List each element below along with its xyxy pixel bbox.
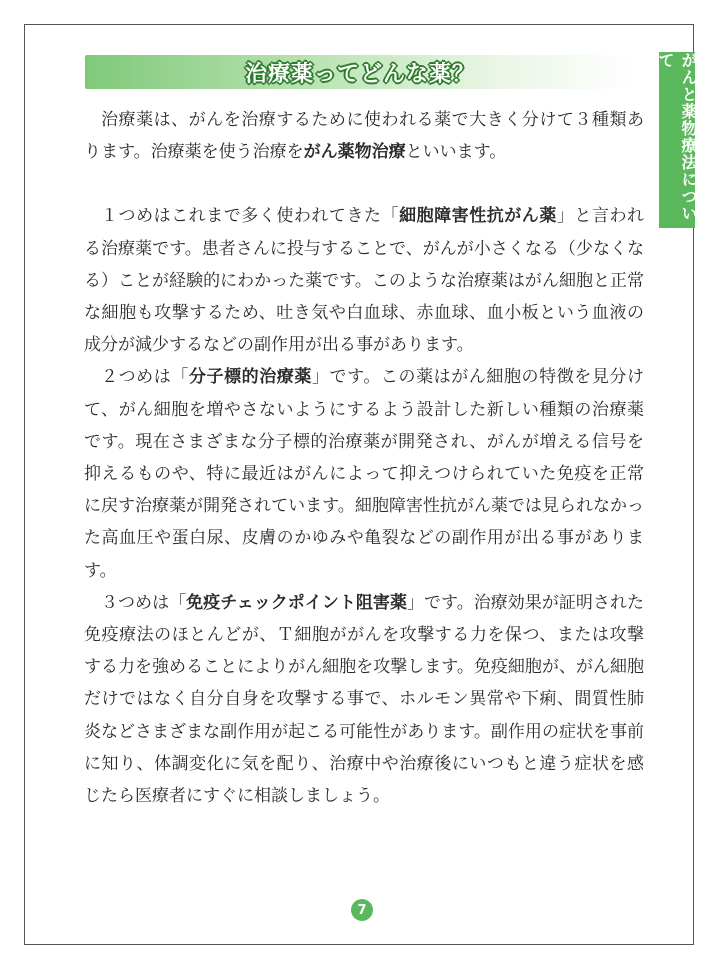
bold-term: がん薬物治療 [303,142,406,163]
paragraph-targeted: ２つめは「分子標的治療薬」です。この薬はがん細胞の特徴を見分けて、がん細胞を増やさないようにするよう設計した新しい種類の治療薬です。現在さまざまな分子標的治療薬が開発され、がんが増える信号を抑えるものや、特に最近はがんによって抑えつけられていた免疫を正常に戻す治療薬が開発されています。細胞障害性抗がん薬では見られなかった高血圧や蛋白尿、皮膚のかゆみや亀裂などの副作用が出る事があります。 [84,367,645,581]
bold-term: 免疫チェックポイント阻害薬 [186,592,407,613]
bold-term: 分子標的治療薬 [188,367,312,388]
side-tab: がんと薬物療法について [659,52,695,228]
paragraph-checkpoint: ３つめは「免疫チェックポイント阻害薬」です。治療効果が証明された免疫療法のほとんどが、Ｔ細胞ががんを攻撃する力を保つ、または攻撃する力を強めることによりがん細胞を攻撃します。免疫細胞が、がん細胞だけではなく自分自身を攻撃する事で、ホルモン異常や下痢、間質性肺炎などさまざまな副作用が起こる可能性があります。副作用の症状を事前に知り、体調変化に気を配り、治療中や治療後にいつもと違う症状を感じたら医療者にすぐに相談しましょう。 [84,592,644,807]
bold-term: 細胞障害性抗がん薬 [399,206,557,227]
page-title: 治療薬ってどんな薬？ [244,61,475,87]
page-number: 7 [351,899,373,921]
paragraph-cytotoxic: １つめはこれまで多く使われてきた「細胞障害性抗がん薬」と言われる治療薬です。患者さんに投与することで、がんが小さくなる（少なくなる）ことが経験的にわかった薬です。このような治療薬はがん細胞と正常な細胞も攻撃するため、吐き気や白血球、赤血球、血小板という血液の成分が減少するなどの副作用が出る事があります。 [84,206,645,356]
body-text [84,104,644,812]
paragraph-intro: 治療薬は、がんを治療するために使われる薬で大きく分けて３種類あります。治療薬を使う治療をがん薬物治療といいます。 [84,110,644,163]
title-band [85,55,635,89]
